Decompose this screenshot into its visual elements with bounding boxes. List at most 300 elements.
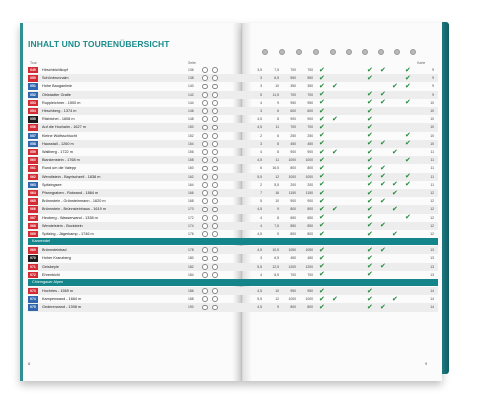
tour-page: 178 (188, 248, 194, 253)
check-icon: ✔ (392, 188, 398, 197)
check-icon: ✔ (367, 90, 373, 99)
distance-value: 9 (277, 100, 279, 105)
map-number: 14 (430, 305, 434, 310)
check-icon: ✔ (380, 221, 386, 230)
distance-value: 8 (277, 150, 279, 154)
tour-name: Ruppleichner - 1500 m (42, 100, 81, 105)
column-header-seite: Seite (188, 61, 196, 65)
check-icon: ✔ (319, 98, 325, 107)
check-icon: ✔ (319, 122, 325, 131)
descent-value: 800 (307, 207, 313, 212)
ascent-value: 200 (290, 182, 296, 187)
descent-value: 1200 (305, 264, 313, 269)
check-icon: ✔ (405, 131, 411, 140)
table-row (28, 181, 438, 189)
tour-name: Kampenwand - 1664 m (42, 297, 82, 302)
difficulty-icon (202, 305, 208, 311)
descent-value: 800 (307, 166, 313, 171)
check-icon: ✔ (380, 98, 386, 107)
difficulty-icon (202, 231, 208, 237)
tour-number-badge: 057 (28, 133, 38, 139)
check-icon: ✔ (319, 213, 325, 222)
section-header (28, 238, 438, 245)
check-icon: ✔ (367, 229, 373, 238)
check-icon: ✔ (367, 163, 373, 172)
map-number: 11 (430, 158, 434, 163)
table-row (28, 132, 438, 140)
difficulty-icon (202, 190, 208, 196)
map-number: 13 (430, 256, 434, 261)
check-icon: ✔ (319, 163, 325, 172)
table-row (28, 295, 438, 303)
column-header-karte: Karte (417, 61, 426, 65)
ascent-value: 800 (290, 207, 296, 212)
check-icon: ✔ (405, 81, 411, 90)
check-icon: ✔ (367, 204, 373, 213)
check-icon: ✔ (319, 221, 325, 230)
distance-value: 11 (275, 125, 279, 130)
tour-page: 174 (188, 223, 194, 228)
season-icon (212, 207, 218, 213)
tour-name: Brünnstein - Grünsteinmann - 1620 m (42, 199, 106, 204)
tour-name: Ritzbichel - 1608 m (42, 117, 75, 122)
difficulty-icon (202, 100, 208, 106)
table-row (28, 148, 438, 156)
descent-value: 700 (307, 68, 313, 72)
tour-page: 158 (188, 158, 194, 163)
distance-value: 12 (275, 297, 279, 302)
tour-page: 138 (188, 76, 194, 81)
distance-value: 12 (275, 174, 279, 179)
tour-name: Hoher Kranzberg (42, 256, 71, 261)
map-number: 10 (430, 141, 434, 146)
tour-number-badge: 069 (28, 247, 38, 253)
tour-page: 164 (188, 182, 194, 187)
check-icon: ✔ (392, 229, 398, 238)
difficulty-icon (202, 264, 208, 270)
season-icon (212, 108, 218, 114)
tour-name: Ehrenbichl (42, 272, 60, 277)
season-icon (212, 272, 218, 278)
table-row (28, 254, 438, 262)
check-icon: ✔ (332, 294, 338, 303)
distance-value: 9 (277, 232, 279, 236)
difficulty-icon (202, 247, 208, 253)
check-icon: ✔ (380, 196, 386, 205)
tour-number-badge: 056 (28, 124, 38, 130)
hut-icon (362, 49, 368, 55)
ascent-value: 250 (290, 133, 296, 138)
descent-value: 1000 (305, 297, 313, 302)
duration-value: 4,5 (257, 289, 262, 293)
season-icon (212, 141, 218, 147)
map-number: 10 (430, 109, 434, 113)
page-title: INHALT UND TOURENÜBERSICHT (28, 39, 170, 49)
difficulty-icon (202, 75, 208, 81)
tour-number-badge: 074 (28, 296, 38, 302)
ascent-value: 950 (290, 289, 296, 293)
tour-page: 188 (188, 297, 194, 302)
table-row (28, 230, 438, 238)
difficulty-icon (202, 288, 208, 294)
check-icon: ✔ (405, 139, 411, 148)
check-icon: ✔ (332, 147, 338, 156)
tour-name: Spitzing - Jägerkamp - 1746 m (42, 232, 94, 236)
duration-value: 4,5 (257, 232, 262, 236)
distance-value: 16,5 (272, 166, 279, 171)
tour-number-badge: 070 (28, 255, 38, 261)
difficulty-icon (202, 215, 208, 221)
table-row (28, 74, 438, 82)
check-icon: ✔ (367, 196, 373, 205)
map-number: 12 (430, 232, 434, 236)
check-icon: ✔ (332, 114, 338, 123)
check-icon: ✔ (367, 114, 373, 123)
tour-name: Hausstall - 1260 m (42, 141, 74, 146)
descent-value: 700 (307, 92, 313, 97)
difficulty-icon (202, 174, 208, 180)
table-row (28, 164, 438, 172)
tour-page: 140 (188, 84, 194, 89)
distance-value: 7,5 (274, 68, 279, 72)
check-icon: ✔ (367, 245, 373, 254)
tour-number-badge: 054 (28, 108, 38, 114)
ascent-value: 950 (290, 100, 296, 105)
check-icon: ✔ (380, 180, 386, 189)
table-row (28, 246, 438, 254)
duration-value: 3 (260, 256, 262, 261)
duration-value: 7 (260, 191, 262, 195)
check-icon: ✔ (367, 73, 373, 82)
check-icon: ✔ (405, 180, 411, 189)
check-icon: ✔ (367, 147, 373, 156)
season-icon (212, 296, 218, 302)
check-icon: ✔ (392, 180, 398, 189)
parking-icon (330, 49, 336, 55)
ascent-value: 450 (290, 256, 296, 261)
distance-value: 8 (277, 141, 279, 146)
tour-number-badge: 072 (28, 272, 38, 278)
tour-name: Brünnstein - Brünnsteinhaus - 1619 m (42, 207, 106, 212)
ascent-value: 600 (290, 109, 296, 113)
check-icon: ✔ (319, 180, 325, 189)
map-number: 12 (430, 199, 434, 204)
tour-name: Geisbeyle (42, 264, 59, 269)
descent-value: 700 (307, 272, 313, 277)
descent-value: 250 (307, 133, 313, 138)
table-row (28, 263, 438, 271)
check-icon: ✔ (319, 147, 325, 156)
check-icon: ✔ (367, 188, 373, 197)
map-number: 11 (430, 150, 434, 154)
duration-value: 6 (260, 166, 262, 171)
table-row (28, 91, 438, 99)
season-icon (212, 264, 218, 270)
duration-value: 4,5 (257, 207, 262, 212)
season-icon (212, 166, 218, 172)
tour-name: Hochries - 1569 m (42, 289, 74, 293)
season-icon (212, 190, 218, 196)
difficulty-icon (202, 84, 208, 90)
tour-name: Heuberg - Wasserwand - 1338 m (42, 215, 98, 220)
difficulty-icon (202, 141, 208, 147)
check-icon: ✔ (392, 81, 398, 90)
check-icon: ✔ (319, 253, 325, 262)
check-icon: ✔ (367, 180, 373, 189)
tour-page: 146 (188, 109, 194, 113)
check-icon: ✔ (319, 139, 325, 148)
bike-icon (410, 49, 416, 55)
tour-page: 176 (188, 232, 194, 236)
difficulty-icon (202, 166, 208, 172)
season-icon (212, 92, 218, 98)
check-icon: ✔ (319, 270, 325, 279)
tour-name: Wendelstein - Bockstein (42, 223, 83, 228)
page-number-right: 9 (425, 361, 428, 366)
map-number: 10 (430, 125, 434, 130)
check-icon: ✔ (319, 172, 325, 181)
distance-value: 6 (277, 133, 279, 138)
duration-value: 5 (260, 92, 262, 97)
season-icon (212, 133, 218, 139)
tour-page: 170 (188, 207, 194, 212)
tour-number-badge: 055 (28, 116, 38, 122)
check-icon: ✔ (380, 245, 386, 254)
table-row (28, 99, 438, 107)
distance-value: 10 (275, 84, 279, 89)
map-number: 12 (430, 215, 434, 220)
map-number: 9 (432, 76, 434, 81)
table-row (28, 205, 438, 213)
tour-number-badge: 061 (28, 165, 38, 171)
tour-page: 182 (188, 264, 194, 269)
distance-value: 10 (275, 199, 279, 204)
season-icon (212, 256, 218, 262)
difficulty-icon (202, 198, 208, 204)
season-icon (212, 247, 218, 253)
check-icon: ✔ (319, 155, 325, 164)
season-icon (212, 174, 218, 180)
check-icon: ✔ (380, 302, 386, 311)
distance-value: 11,5 (272, 92, 279, 97)
ascent-value: 900 (290, 150, 296, 154)
check-icon: ✔ (319, 229, 325, 238)
check-icon: ✔ (367, 253, 373, 262)
check-icon: ✔ (319, 262, 325, 271)
duration-value: 5,5 (257, 264, 262, 269)
tour-name: Pfanngraben - Rotwand - 1884 m (42, 191, 99, 195)
tour-number-badge: 075 (28, 304, 38, 310)
check-icon: ✔ (319, 196, 325, 205)
descent-value: 350 (307, 84, 313, 89)
map-number: 14 (430, 289, 434, 293)
distance-value: 6,5 (274, 256, 279, 261)
ascent-value: 700 (290, 92, 296, 97)
table-row (28, 123, 438, 131)
distance-value: 6 (277, 109, 279, 113)
check-icon: ✔ (405, 155, 411, 164)
descent-value: 1000 (305, 174, 313, 179)
descent-value: 850 (307, 223, 313, 228)
distance-value: 6,5 (274, 76, 279, 81)
season-icon (212, 182, 218, 188)
right-page-edge (442, 22, 449, 374)
tour-page: 156 (188, 150, 194, 154)
difficulty-icon (202, 125, 208, 131)
duration-value: 4,5 (257, 117, 262, 122)
check-icon: ✔ (380, 172, 386, 181)
tour-number-badge: 064 (28, 190, 38, 196)
ascent-value: 550 (290, 76, 296, 81)
map-number: 9 (432, 84, 434, 89)
distance-value: 8,5 (274, 272, 279, 277)
table-row (28, 140, 438, 148)
tour-page: 190 (188, 305, 194, 310)
check-icon: ✔ (367, 106, 373, 115)
duration-value: 3,5 (257, 68, 262, 72)
check-icon: ✔ (392, 147, 398, 156)
check-icon: ✔ (405, 73, 411, 82)
difficulty-icon (202, 116, 208, 122)
duration-value: 4 (260, 100, 262, 105)
descent-value: 800 (307, 232, 313, 236)
descent-value: 700 (307, 125, 313, 130)
duration-value: 5,5 (257, 297, 262, 302)
tour-number-badge: 065 (28, 198, 38, 204)
duration-value: 4 (260, 272, 262, 277)
ascent-value: 450 (290, 141, 296, 146)
duration-value: 3 (260, 141, 262, 146)
map-number: 9 (432, 68, 434, 72)
season-icon (212, 215, 218, 221)
descent-value: 1150 (305, 191, 313, 195)
distance-value: 9 (277, 305, 279, 310)
table-row (28, 115, 438, 123)
tour-name: Gedererwand - 1398 m (42, 305, 82, 310)
table-row (28, 66, 438, 74)
tour-page: 136 (188, 68, 194, 72)
check-icon: ✔ (405, 172, 411, 181)
ascent-value: 1000 (288, 158, 296, 163)
season-icon (212, 231, 218, 237)
ascent-value: 700 (290, 272, 296, 277)
tour-page: 148 (188, 117, 194, 122)
map-number: 13 (430, 264, 434, 269)
check-icon: ✔ (367, 286, 373, 295)
bus-icon (346, 49, 352, 55)
descent-value: 1050 (305, 248, 313, 253)
difficulty-icon (202, 108, 208, 114)
difficulty-icon (202, 92, 208, 98)
check-icon: ✔ (380, 163, 386, 172)
descent-value: 450 (307, 141, 313, 146)
season-icon (212, 100, 218, 106)
difficulty-icon (202, 256, 208, 262)
tour-number-badge: 071 (28, 264, 38, 270)
check-icon: ✔ (319, 106, 325, 115)
check-icon: ✔ (405, 98, 411, 107)
duration-value: 4,5 (257, 158, 262, 163)
check-icon: ✔ (319, 81, 325, 90)
distance-value: 16 (275, 191, 279, 195)
map-number: 12 (430, 207, 434, 212)
descent-value: 900 (307, 117, 313, 122)
map-number: 12 (430, 223, 434, 228)
check-icon: ✔ (380, 139, 386, 148)
page-number-left: 8 (28, 361, 31, 366)
map-number: 14 (430, 297, 434, 302)
duration-value: 4 (260, 215, 262, 220)
season-icon (212, 116, 218, 122)
difficulty-icon (202, 182, 208, 188)
distance-value: 11 (275, 158, 279, 163)
season-icon (212, 125, 218, 131)
table-row (28, 271, 438, 279)
tour-name: Rund um die Valepp (42, 166, 77, 171)
map-number: 13 (430, 248, 434, 253)
ascent-value: 1000 (288, 297, 296, 302)
season-icon (212, 84, 218, 90)
tour-number-badge: 068 (28, 223, 38, 229)
check-icon: ✔ (367, 270, 373, 279)
tour-number-badge: 066 (28, 206, 38, 212)
descent-value: 550 (307, 76, 313, 81)
season-icon (212, 305, 218, 311)
check-icon: ✔ (319, 188, 325, 197)
descent-value: 950 (307, 289, 313, 293)
check-icon: ✔ (367, 155, 373, 164)
section-title: Karwendel (32, 239, 50, 244)
check-icon: ✔ (367, 98, 373, 107)
map-number: 11 (430, 174, 434, 179)
map-number: 10 (430, 100, 434, 105)
difficulty-icon (202, 67, 208, 73)
season-icon (212, 157, 218, 163)
descent-value: 900 (307, 199, 313, 204)
season-icon (212, 198, 218, 204)
check-icon: ✔ (319, 294, 325, 303)
tour-number-badge: 069 (28, 231, 38, 237)
tour-name: Brünnsteinbad (42, 248, 67, 253)
tour-page: 180 (188, 256, 194, 261)
tour-name: Blankenstein - 1768 m (42, 158, 80, 163)
down-icon (296, 49, 302, 55)
check-icon: ✔ (319, 302, 325, 311)
tour-number-badge: 063 (28, 182, 38, 188)
check-icon: ✔ (367, 172, 373, 181)
check-icon: ✔ (367, 122, 373, 131)
tour-page: 166 (188, 191, 194, 195)
check-icon: ✔ (319, 90, 325, 99)
tour-page: 168 (188, 199, 194, 204)
descent-value: 1000 (305, 158, 313, 163)
table-row (28, 222, 438, 230)
season-icon (212, 75, 218, 81)
tour-number-badge: 053 (28, 100, 38, 106)
ascent-value: 900 (290, 117, 296, 122)
check-icon: ✔ (380, 65, 386, 74)
duration-value: 2 (260, 182, 262, 187)
height-icon (313, 49, 319, 55)
ascent-value: 800 (290, 166, 296, 171)
check-icon: ✔ (380, 90, 386, 99)
tour-page: 162 (188, 174, 194, 179)
table-row (28, 287, 438, 295)
ascent-value: 650 (290, 215, 296, 220)
descent-value: 600 (307, 109, 313, 113)
tour-name: Spitzingsee (42, 182, 62, 187)
tour-page: 172 (188, 215, 194, 220)
